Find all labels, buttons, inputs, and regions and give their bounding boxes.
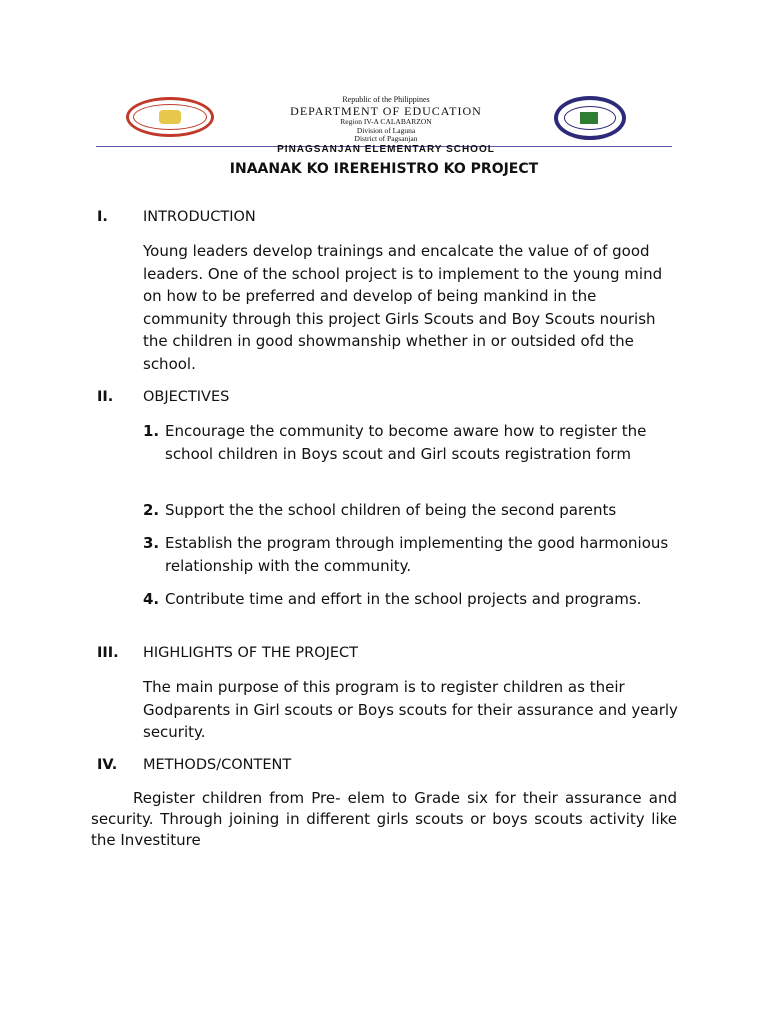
objective-number: 3. (143, 534, 160, 552)
document-title: INAANAK KO IREREHISTRO KO PROJECT (229, 161, 539, 177)
school-name: PINAGSANJAN ELEMENTARY SCHOOL (277, 143, 495, 155)
section-heading: METHODS/CONTENT (143, 757, 292, 773)
objective-number: 1. (143, 422, 160, 440)
division-line: Division of Laguna (356, 125, 416, 135)
letterhead (96, 94, 672, 155)
district-seal-logo (126, 97, 214, 137)
letterhead-text (236, 96, 536, 155)
school-seal-logo (554, 96, 626, 140)
introduction-paragraph: Young leaders develop trainings and encalcate the value of of good leaders. One of the school project is to implement to the young mind on how to be preferred and develop of being mankind in the community through this project Girls Scouts and Boy Scouts nourish the children in good showmanship whether in or outsided ofd the school. (143, 242, 663, 373)
republic-line: Republic of the Philippines (342, 95, 430, 104)
section-heading: HIGHLIGHTS OF THE PROJECT (143, 645, 359, 661)
objective-text: Contribute time and effort in the school projects and programs. (165, 590, 642, 608)
objective-text: Support the the school children of being the second parents (165, 501, 617, 519)
region-line: Region IV-A CALABARZON (340, 117, 432, 126)
objective-number: 2. (143, 501, 160, 519)
objective-number: 4. (143, 590, 160, 608)
section-number: I. (97, 209, 108, 225)
section-number: III. (97, 645, 119, 661)
section-heading: INTRODUCTION (143, 209, 256, 225)
objective-text: Encourage the community to become aware how to register the school children in Boys scout and Girl scouts registration form (165, 422, 647, 463)
methods-paragraph: Register children from Pre- elem to Grade six for their assurance and security. Through joining in different girls scouts or boys scouts activity like the Investiture (91, 789, 677, 849)
section-heading: OBJECTIVES (143, 389, 230, 405)
district-line: District of Pagsanjan (354, 134, 418, 143)
highlights-paragraph: The main purpose of this program is to register children as their Godparents in Girl scouts or Boys scouts for their assurance and yearly security. (143, 678, 678, 741)
section-number: IV. (97, 757, 118, 773)
department-line: DEPARTMENT OF EDUCATION (290, 104, 482, 118)
objective-text: Establish the program through implementing the good harmonious relationship with the community. (165, 534, 669, 575)
section-number: II. (97, 389, 114, 405)
